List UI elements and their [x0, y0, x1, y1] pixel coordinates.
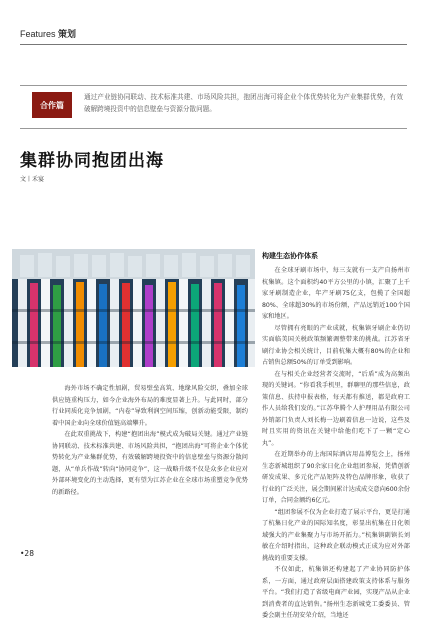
left-column [52, 383, 248, 498]
right-paragraph-6: 不仅如此，杭集镇还构建起了产业协同防护体系，一方面，通过政府层面搭建政策支持体系与服务平台。“我们打造了省级电商产业园，实现产品从企业到消费者的直达销售。”扬州生态新城党工委委员、管委会副主任胡安荣介绍，当地还 [262, 566, 410, 619]
header-rule [20, 44, 407, 45]
page-number: •28 [20, 549, 34, 558]
summary-box [20, 85, 407, 129]
header-section: Features [20, 29, 56, 39]
toothbrush-display-photo [12, 249, 255, 367]
article-title: 集群协同抱团出海 [20, 151, 164, 171]
right-paragraph-5: “组团参展不仅为企业打造了展示平台，更是打通了杭集日化产业的国际知名度，彰显出杭集在日化领域强大的产业集聚力与市场开拓力。”杭集镇副镇长刘敏在介绍时指出，这种政企联动模式正成为应对外部挑战的重要支撑。 [262, 508, 410, 562]
summary-badge: 合作篇 [32, 92, 72, 118]
toothbrush-photo-illustration [12, 249, 255, 367]
header-column: 策划 [58, 29, 77, 39]
right-paragraph-1: 在全球牙刷市场中，每三支就有一支产自扬州市杭集镇。这个面积约40平方公里的小镇，汇聚了上千家牙刷制造企业，年产牙刷75亿支，包揽了全国超80%、全球超30%的市场份额，产品远销近100个国家和地区。 [262, 267, 410, 320]
right-paragraph-2: 尽管拥有亮眼的产业成就，杭集镇牙刷企业仍切实面临美国关税政策频繁调整带来的挑战。江苏省牙刷行业协会相关统计，目前杭集大概有80%的企业和占销售总额50%的订单受到影响。 [262, 324, 410, 366]
article-author: 文丨禾宴 [20, 176, 45, 183]
left-paragraph-1: 海外市场不确定性加剧，贸易壁垒高筑、地缘风险交织，叠加全球供应链重构压力，如今企业海外布局的难度显著上升。与此同时，部分行业同质化竞争加剧，“内卷”导致利润空间压缩，创新动能受限，制约着中国企业向全球价值链高端攀升。 [52, 385, 248, 427]
right-column [262, 251, 410, 622]
left-paragraph-2: 在此双重挑战下，构建“抱团出海”模式成为破局关键。通过产业链协同联动、技术标准共建、市场风险共担，“抱团出海”可将企业个体优势转化为产业集群优势，有效破解跨境投资中的信息壁垒与资源分散问题，从“单兵作战”转向“协同竞争”，这一战略升级不仅是众多企业应对外部环境变化的主动选择，更有望为江苏企业在全球市场重塑竞争优势的新路径。 [52, 431, 248, 496]
right-paragraph-3: 在与相关企业经营者交流时，“后盾”成为高频出现的关键词。“你看我手机里，群聊里的那些信息，政策信息、扶持申报表格，每天都有推送，都是政府工作人员给我们发的。”江苏华腾个人护理用品有限公司外销部门负责人刘长梅一边刷着信息一边说，这些及时且实用的资讯在关键中给他们吃下了一颗“定心丸”。 [262, 370, 410, 447]
header [20, 27, 76, 40]
right-paragraph-4: 在近期举办的上海国际酒店用品博览会上，扬州生态新城组织了90余家日化企业组团参展，凭借创新研发成果、多元化产品矩阵及特色品牌形象，收获了行业的广泛关注，展会期间累计达成成交意向600余份订单，合同金额约6亿元。 [262, 451, 410, 504]
section-subhead: 构建生态协作体系 [262, 252, 318, 260]
summary-text: 通过产业链协同联动、技术标准共建、市场风险共担，抱团出海可将企业个体优势转化为产业集群优势，有效破解跨境投资中的信息壁垒与资源分散问题。 [84, 93, 403, 113]
